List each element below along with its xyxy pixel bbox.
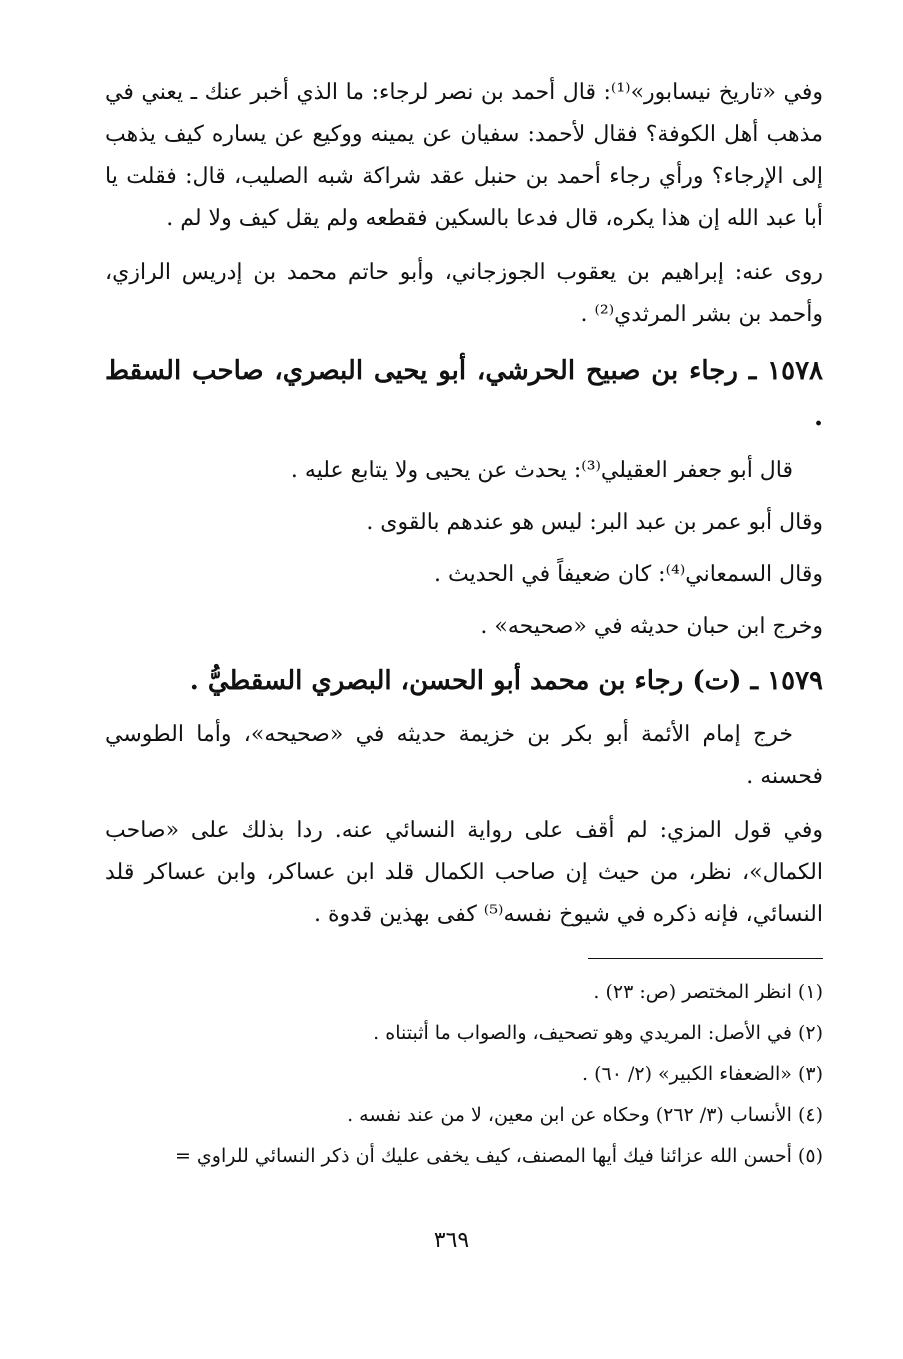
page-number: ٣٦٩ bbox=[433, 1228, 470, 1253]
footnote-2: (٢) في الأصل: المريدي وهو تصحيف، والصواب ما أثبتناه . bbox=[373, 1022, 823, 1044]
paragraph-ibn-hibban: وخرج ابن حبان حديثه في «صحيحه» . bbox=[480, 614, 823, 639]
page-body bbox=[105, 72, 823, 1180]
footnote-3: (٣) «الضعفاء الكبير» (٢/ ٦٠) . bbox=[582, 1063, 823, 1085]
paragraph-ibn-abd-al-barr: وقال أبو عمر بن عبد البر: ليس هو عندهم بالقوى . bbox=[366, 510, 823, 535]
entry-heading-1578: ١٥٧٨ ـ رجاء بن صبيح الحرشي، أبو يحيى البصري، صاحب السقط . bbox=[105, 356, 823, 432]
footnote-5: (٥) أحسن الله عزائنا فيك أيها المصنف، كيف يخفى عليك أن ذكر النسائي للراوي = bbox=[174, 1145, 823, 1167]
paragraph-narrators: روى عنه: إبراهيم بن يعقوب الجوزجاني، وأبو حاتم محمد بن إدريس الرازي، وأحمد بن بشر المرثدي⁽²⁾ . bbox=[105, 260, 823, 327]
paragraph-mizzi: وفي قول المزي: لم أقف على رواية النسائي عنه. ردا بذلك على «صاحب الكمال»، نظر، من حيث إن صاحب الكمال قلد ابن عساكر، وابن عساكر قلد النسائي، فإنه ذكره في شيوخ نفسه⁽⁵⁾ كفى بهذين قدوة . bbox=[105, 818, 823, 927]
entry-heading-1579: ١٥٧٩ ـ (ت) رجاء بن محمد أبو الحسن، البصري السقطيُّ . bbox=[189, 666, 823, 696]
footnote-4: (٤) الأنساب (٣/ ٢٦٢) وحكاه عن ابن معين، لا من عند نفسه . bbox=[347, 1104, 823, 1126]
footnote-1: (١) انظر المختصر (ص: ٢٣) . bbox=[593, 981, 823, 1003]
paragraph-uqayli: قال أبو جعفر العقيلي⁽³⁾: يحدث عن يحيى ولا يتابع عليه . bbox=[290, 458, 793, 483]
paragraph-tarikh-naysabur: وفي «تاريخ نيسابور»⁽¹⁾: قال أحمد بن نصر لرجاء: ما الذي أخبر عنك ـ يعني في مذهب أهل الكوفة؟ فقال لأحمد: سفيان عن يمينه ووكيع عن يساره كيف يذهب إلى الإرجاء؟ ورأي رجاء أحمد بن حنبل عقد شراكة شبه الصليب، قال: فقلت يا أبا عبد الله إن هذا يكره، قال فدعا بالسكين فقطعه ولم يقل كيف ولا لم . bbox=[105, 80, 824, 231]
paragraph-ibn-khuzayma: خرج إمام الأئمة أبو بكر بن خزيمة حديثه في «صحيحه»، وأما الطوسي فحسنه . bbox=[105, 722, 823, 789]
footnote-separator bbox=[588, 958, 823, 959]
paragraph-samani: وقال السمعاني⁽⁴⁾: كان ضعيفاً في الحديث . bbox=[433, 562, 823, 587]
